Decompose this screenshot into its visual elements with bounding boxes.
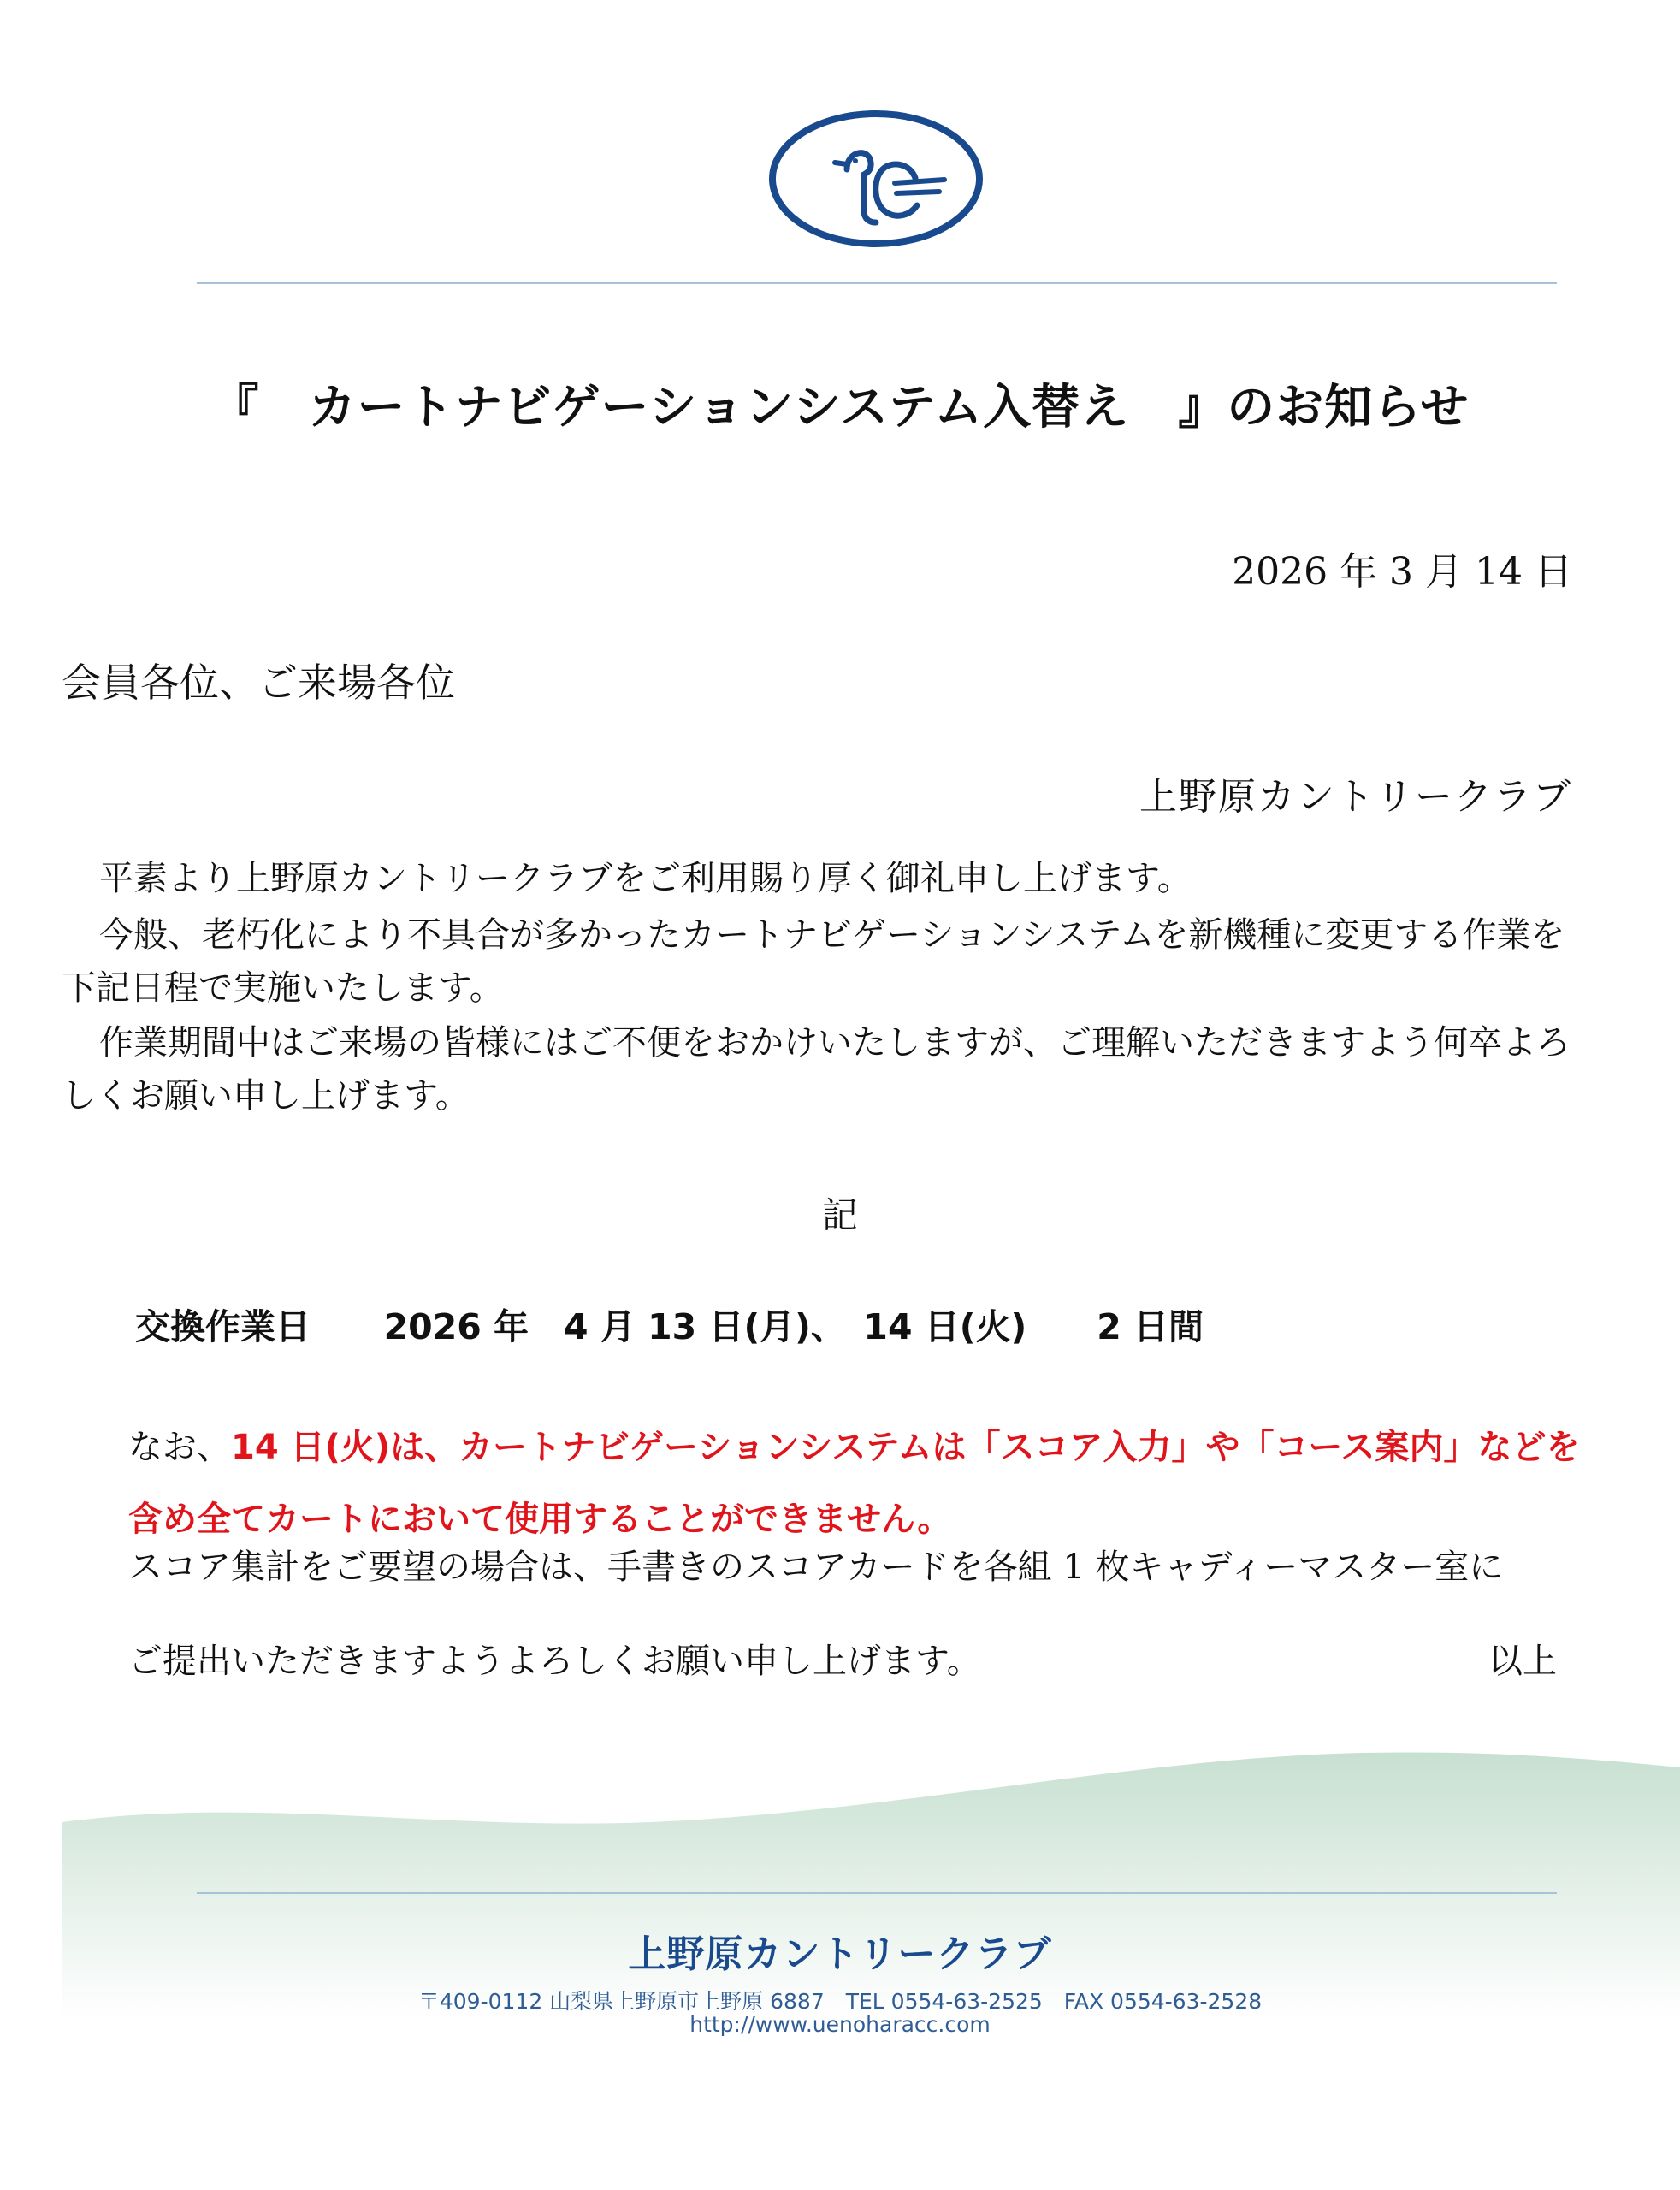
- club-logo-icon: [768, 110, 984, 248]
- notice-title: 『 カートナビゲーションシステム入替え 』のお知らせ: [210, 380, 1470, 435]
- schedule-line: [135, 1299, 1204, 1349]
- schedule-value: 2026 年 4 月 13 日(月)、 14 日(火) 2 日間: [383, 1306, 1204, 1347]
- issue-date: 2026 年 3 月 14 日: [1232, 550, 1572, 594]
- footer-club-name: 上野原カントリークラブ: [628, 1933, 1052, 1976]
- body-paragraph-3: 作業期間中はご来場の皆様にはご不便をおかけいたしますが、ご理解いただきますよう何卒よろしくお願い申し上げます。: [62, 1023, 1571, 1116]
- footer-url[interactable]: http://www.uenoharacc.com: [689, 2012, 991, 2037]
- schedule-label: 交換作業日: [135, 1306, 311, 1347]
- notice-prefix: なお、: [128, 1428, 231, 1467]
- body-paragraph-1: 平素より上野原カントリークラブをご利用賜り厚く御礼申し上げます。: [99, 859, 1192, 898]
- body-paragraph-2: 今般、老朽化により不具合が多かったカートナビゲーションシステムを新機種に変更する作業を下記日程で実施いたします。: [62, 915, 1565, 1008]
- sender-name: 上野原カントリークラブ: [1139, 775, 1572, 819]
- footer-address: 〒409-0112 山梨県上野原市上野原 6887 TEL 0554-63-2525 FAX 0554-63-2528: [417, 1989, 1263, 2014]
- closing-text: 以上: [1488, 1642, 1557, 1681]
- ki-heading: 記: [821, 1194, 858, 1236]
- addressee: 会員各位、ご来場各位: [62, 660, 455, 706]
- header-divider: [197, 282, 1557, 284]
- notice-paragraph: [128, 1412, 1582, 1555]
- notice-line-3: ご提出いただきますようよろしくお願い申し上げます。: [128, 1642, 981, 1681]
- notice-line-2: スコア集計をご要望の場合は、手書きのスコアカードを各組 1 枚キャディーマスター室に: [128, 1548, 1504, 1587]
- notice-warning: 14 日(火)は、カートナビゲーションシステムは「スコア入力」や「コース案内」などを含め全てカートにおいて使用することができません。: [128, 1428, 1581, 1539]
- footer-divider: [197, 1892, 1557, 1894]
